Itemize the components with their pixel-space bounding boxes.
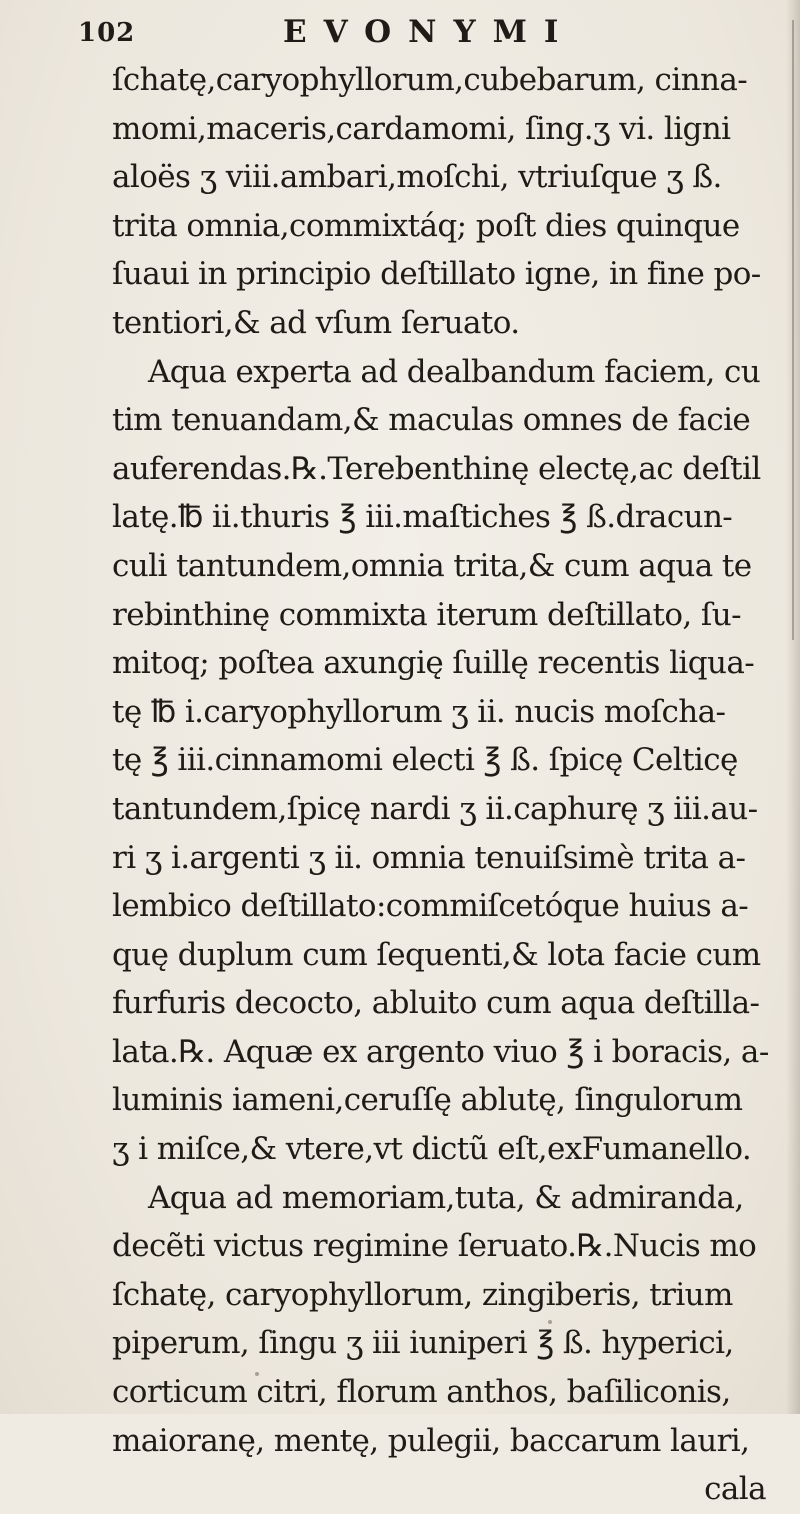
text-line: rebinthinę commixta iterum deſtillato, ſu- xyxy=(112,596,742,633)
text-line: ri ʒ i.argenti ʒ ii. omnia tenuiſsimè trita a- xyxy=(112,839,746,876)
text-line: tim tenuandam,& maculas omnes de facie xyxy=(112,402,751,439)
section-heading-line: Aqua ad memoriam,tuta, & admiranda, xyxy=(148,1179,744,1216)
text-line: piperum, ſingu ʒ iii iuniperi ℥ ß. hyperici, xyxy=(112,1325,734,1362)
text-line: lata.℞. Aquæ ex argento viuo ℥ i boracis, a- xyxy=(112,1033,769,1070)
section-heading-line: Aqua experta ad dealbandum faciem, cu xyxy=(148,353,761,390)
text-line: maioranę, mentę, pulegii, baccarum lauri, xyxy=(112,1422,750,1459)
text-line: tentiori,& ad vſum ſeruato. xyxy=(112,304,520,341)
ink-speck xyxy=(548,1320,552,1324)
running-title: EVONYMI xyxy=(283,14,576,50)
text-line: ʒ i miſce,& vtere,vt dictũ eſt,exFumanello. xyxy=(112,1131,752,1168)
text-line: ſchatę, caryophyllorum, zingiberis, trium xyxy=(112,1276,733,1313)
page-number: 102 xyxy=(78,18,136,48)
text-line: auferendas.℞.Terebenthinę electę,ac deſtil xyxy=(112,450,761,487)
text-line: quę duplum cum ſequenti,& lota facie cum xyxy=(112,936,761,973)
text-line: mitoq; poſtea axungię ſuillę recentis liqua- xyxy=(112,645,755,682)
text-line: lembico deſtillato:commiſcetóque huius a- xyxy=(112,888,749,925)
text-line: momi,maceris,cardamomi, ſing.ʒ vi. ligni xyxy=(112,110,731,147)
text-line: ſchatę,caryophyllorum,cubebarum, cinna- xyxy=(112,62,748,98)
text-line: luminis iameni,ceruſſę ablutę, ſingulorum xyxy=(112,1082,743,1119)
text-line: corticum citri, florum anthos, baſiliconis, xyxy=(112,1374,731,1411)
text-line: tę ℥ iii.cinnamomi electi ℥ ß. ſpicę Celticę xyxy=(112,742,738,779)
text-line: tę ℔ i.caryophyllorum ʒ ii. nucis moſcha- xyxy=(112,693,726,730)
text-line: trita omnia,commixtáq; poſt dies quinque xyxy=(112,207,740,244)
page-fold-line xyxy=(792,20,794,640)
ink-speck xyxy=(255,1372,259,1376)
catchword: cala xyxy=(704,1471,766,1508)
text-line: decẽti victus regimine ſeruato.℞.Nucis mo xyxy=(112,1228,757,1265)
text-line: latę.℔ ii.thuris ℥ iii.maſtiches ℥ ß.dracun- xyxy=(112,499,733,536)
body-text xyxy=(112,56,780,1514)
text-line: ſuaui in principio deſtillato igne, in fine po- xyxy=(112,256,761,293)
text-line: culi tantundem,omnia trita,& cum aqua te xyxy=(112,547,752,584)
text-line: aloës ʒ viii.ambari,moſchi, vtriuſque ʒ ß. xyxy=(112,159,722,196)
page-header xyxy=(78,14,698,54)
text-line: furfuris decocto, abluito cum aqua deſtilla- xyxy=(112,985,760,1022)
text-line: tantundem,ſpicę nardi ʒ ii.caphurę ʒ iii.au- xyxy=(112,790,758,827)
